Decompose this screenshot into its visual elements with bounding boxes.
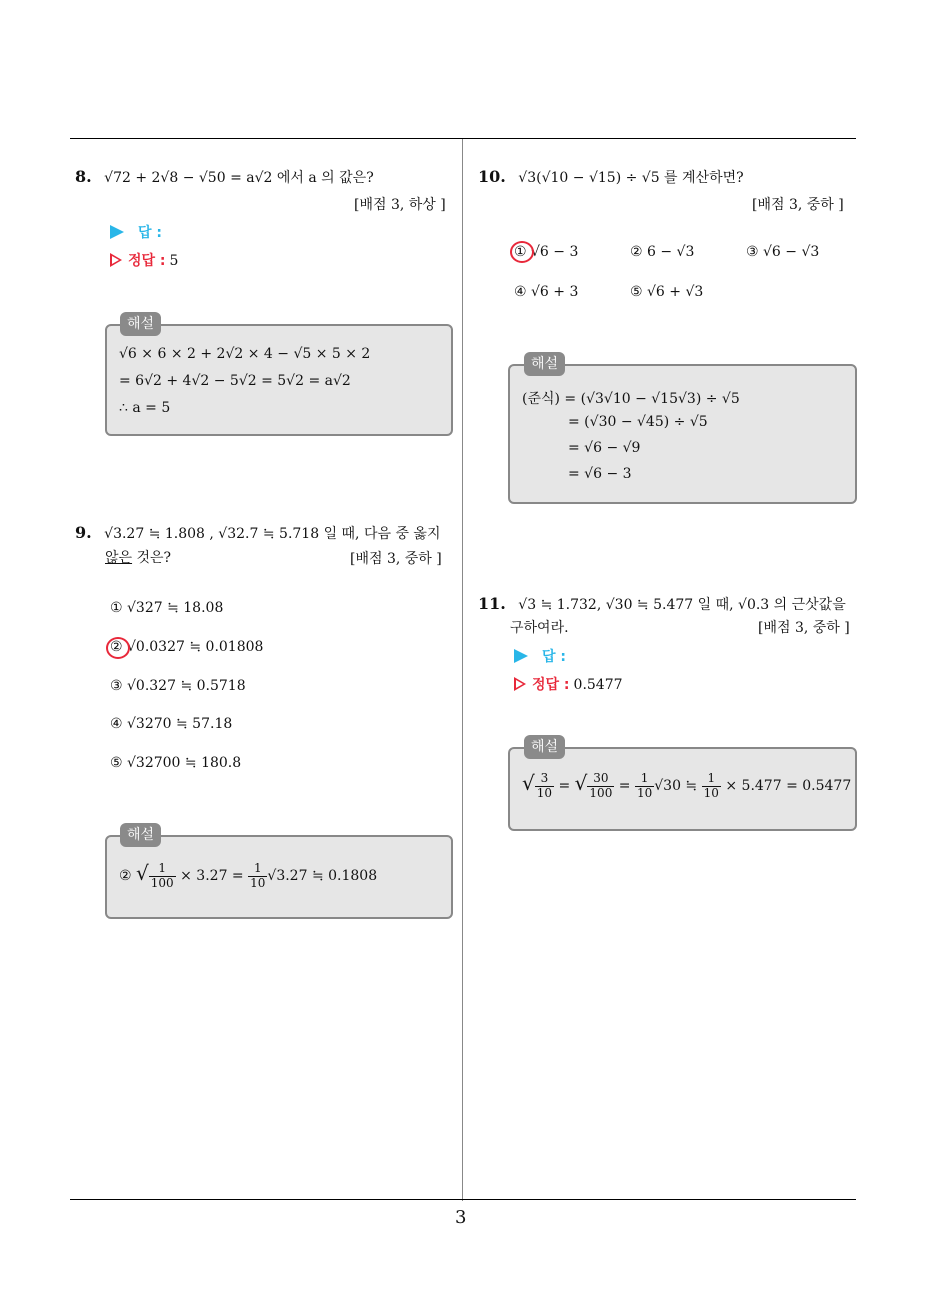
question-number: 9. — [75, 523, 92, 542]
points-label: [배점 3, 중하 ] — [758, 620, 850, 636]
explanation-mid: √30 ≒ — [654, 778, 698, 794]
explanation-tail: √3.27 ≒ 0.1808 — [267, 868, 378, 884]
explanation-box — [508, 364, 857, 504]
option-1[interactable]: ① √6 − 3 — [514, 244, 579, 260]
denominator: 100 — [589, 785, 613, 800]
question-10 — [478, 162, 744, 192]
play-triangle-icon — [110, 225, 124, 239]
equals-sign: = — [618, 778, 631, 794]
denominator: 10 — [636, 785, 653, 800]
denominator: 10 — [250, 875, 266, 890]
denominator: 10 — [703, 785, 719, 800]
numerator: 1 — [248, 862, 267, 876]
question-text: √3.27 ≒ 1.808 , √32.7 ≒ 5.718 일 때, 다음 중 옳지 — [104, 526, 441, 542]
explanation-prefix: ② — [119, 868, 132, 884]
explanation-box — [105, 324, 453, 436]
points-label: [배점 3, 중하 ] — [350, 551, 442, 567]
explanation-mid: × 3.27 = — [180, 868, 244, 884]
option-3[interactable]: ③ √6 − √3 — [746, 244, 820, 260]
answer-label: 답 : — [138, 225, 162, 241]
explanation-line: = 6√2 + 4√2 − 5√2 = 5√2 = a√2 — [119, 373, 351, 389]
explanation-line: = √6 − 3 — [568, 466, 632, 482]
explanation-line: ∴ a = 5 — [119, 400, 171, 416]
answer-row — [514, 646, 566, 666]
top-rule — [70, 138, 856, 139]
outline-triangle-icon — [110, 253, 122, 267]
numerator: 1 — [149, 862, 176, 876]
fraction — [635, 772, 654, 799]
option-1[interactable]: ① √327 ≒ 18.08 — [110, 600, 224, 616]
correct-label: 정답 : — [532, 677, 570, 693]
question-number: 8. — [75, 167, 92, 186]
question-text: √72 + 2√8 − √50 = a√2 에서 a 의 값은? — [104, 170, 374, 186]
correct-answer-row — [514, 674, 623, 694]
question-text: √3(√10 − √15) ÷ √5 를 계산하면? — [518, 170, 744, 186]
sqrt-symbol: √ — [574, 771, 588, 795]
option-5[interactable]: ⑤ √32700 ≒ 180.8 — [110, 755, 242, 771]
answer-circle-mark — [106, 637, 130, 659]
explanation-tab: 해설 — [524, 352, 565, 376]
explanation-tab: 해설 — [120, 823, 161, 847]
bottom-rule — [70, 1199, 856, 1200]
equals-sign: = — [558, 778, 571, 794]
correct-value: 0.5477 — [573, 677, 623, 693]
explanation-tail: × 5.477 = 0.5477 — [725, 778, 852, 794]
numerator: 1 — [702, 772, 721, 786]
points-label: [배점 3, 중하 ] — [752, 197, 844, 213]
explanation-line: = (√30 − √45) ÷ √5 — [568, 414, 708, 430]
explanation-tab: 해설 — [524, 735, 565, 759]
numerator: 3 — [535, 772, 554, 786]
play-triangle-icon — [514, 649, 528, 663]
emphasis-text: 않은 — [105, 550, 133, 566]
explanation-line: = √6 − √9 — [568, 440, 641, 456]
question-number: 10. — [478, 167, 506, 186]
option-3[interactable]: ③ √0.327 ≒ 0.5718 — [110, 678, 246, 694]
fraction — [535, 772, 554, 799]
denominator: 10 — [536, 785, 553, 800]
explanation-box — [508, 747, 857, 831]
sqrt-symbol: √ — [522, 771, 535, 795]
explanation-line: √6 × 6 × 2 + 2√2 × 4 − √5 × 5 × 2 — [119, 346, 371, 362]
denominator: 100 — [150, 875, 174, 890]
numerator: 30 — [587, 772, 614, 786]
explanation-box — [105, 835, 453, 919]
page-number: 3 — [455, 1207, 467, 1228]
option-2[interactable]: ② √0.0327 ≒ 0.01808 — [110, 639, 264, 655]
option-4[interactable]: ④ √3270 ≒ 57.18 — [110, 716, 233, 732]
fraction — [702, 772, 721, 799]
points-label: [배점 3, 하상 ] — [354, 197, 446, 213]
question-text: √3 ≒ 1.732, √30 ≒ 5.477 일 때, √0.3 의 근삿값을 — [518, 597, 846, 613]
answer-circle-mark — [510, 241, 534, 263]
question-text: 것은? — [132, 550, 172, 566]
question-8 — [75, 162, 374, 192]
explanation-tab: 해설 — [120, 312, 161, 336]
explanation-line — [119, 861, 377, 890]
question-9-line2 — [105, 545, 171, 572]
sqrt-symbol: √ — [136, 861, 149, 885]
explanation-line — [522, 771, 851, 800]
correct-answer-row — [110, 250, 178, 270]
answer-row — [110, 222, 162, 242]
fraction — [149, 862, 176, 889]
question-number: 11. — [478, 594, 506, 613]
numerator: 1 — [635, 772, 654, 786]
fraction — [587, 772, 614, 799]
correct-value: 5 — [169, 253, 179, 269]
option-5[interactable]: ⑤ √6 + √3 — [630, 284, 704, 300]
outline-triangle-icon — [514, 677, 526, 691]
fraction — [248, 862, 267, 889]
option-2[interactable]: ② 6 − √3 — [630, 244, 695, 260]
explanation-line: (준식) = (√3√10 − √15√3) ÷ √5 — [522, 391, 740, 407]
answer-label: 답 : — [542, 649, 566, 665]
column-divider — [462, 139, 463, 1201]
correct-label: 정답 : — [128, 253, 166, 269]
option-4[interactable]: ④ √6 + 3 — [514, 284, 579, 300]
question-11-line2: 구하여라. — [510, 620, 569, 636]
question-9 — [75, 518, 440, 548]
